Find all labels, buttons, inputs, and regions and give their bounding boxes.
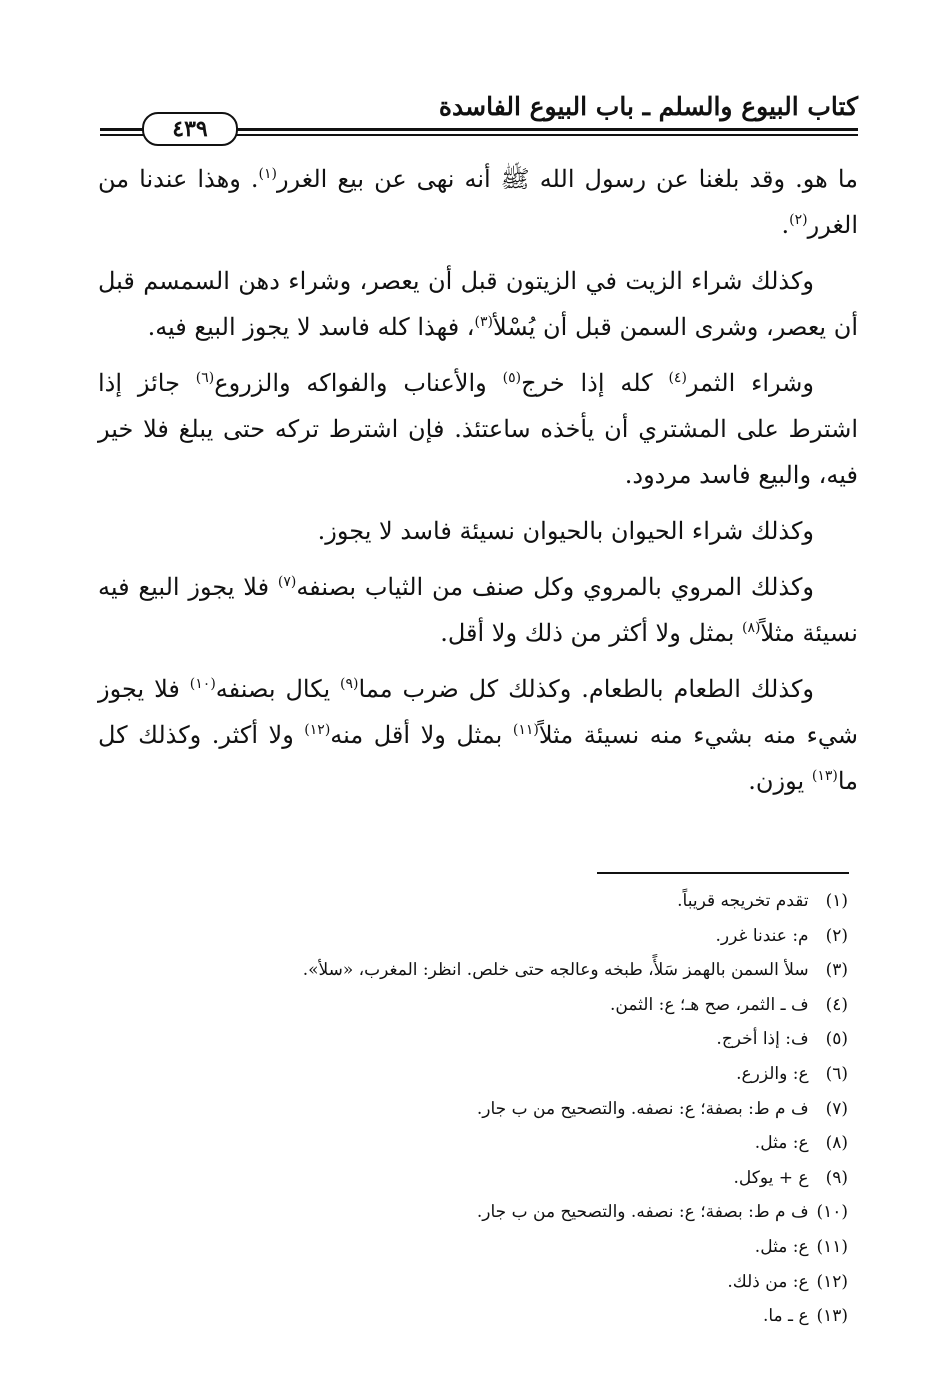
footnote (88, 953, 848, 988)
footnote-separator (597, 872, 849, 874)
text: ، فهذا كله فاسد لا يجوز البيع فيه. (147, 313, 475, 341)
footnote-ref: (١) (258, 166, 277, 182)
footnote-ref: (١١) (512, 722, 539, 738)
footnote-ref: (٨) (742, 620, 761, 636)
paragraph-6 (98, 666, 858, 804)
footnote (88, 1265, 848, 1300)
footnote-text: ع: والزرع. (736, 1063, 809, 1084)
paragraph-1 (98, 156, 858, 248)
footnote-ref: (٦) (195, 370, 215, 386)
footnote (88, 919, 848, 954)
page-number: ٤٣٩ (142, 112, 238, 146)
text: جائز إذا اشترط على المشتري أن يأخذه ساعتئذ. فإن اشترط تركه حتى يبلغ فلا خير فيه، والبيع فاسد مردود. (98, 369, 858, 489)
footnote-ref: (١٢) (304, 722, 331, 738)
page-header (100, 92, 858, 142)
footnote-number: (٢) (825, 925, 848, 946)
footnote (88, 1022, 848, 1057)
footnote-number: (١٢) (816, 1271, 848, 1292)
footnote-ref: (١٣) (811, 768, 838, 784)
footnote-text: ع + يوكل. (733, 1167, 809, 1188)
paragraph-5 (98, 564, 858, 656)
footnote (88, 1057, 848, 1092)
footnote-text: ف م ط: بصفة؛ ع: نصفه. والتصحيح من ب جار. (476, 1098, 809, 1119)
text: بمثل ولا أقل منه (330, 721, 513, 749)
footnote-text: ع: من ذلك. (727, 1271, 809, 1292)
paragraph-2 (98, 258, 858, 350)
text: يوزن. (748, 767, 812, 795)
footnote-text: ف: إذا أخرج. (716, 1029, 809, 1050)
footnote-text: ع: مثل. (754, 1236, 809, 1257)
footnote (88, 1092, 848, 1127)
main-text (98, 156, 858, 814)
footnote-ref: (٢) (789, 212, 808, 228)
footnote (88, 1126, 848, 1161)
footnote-number: (٦) (825, 1063, 848, 1084)
text: ما هو. وقد بلغنا عن رسول الله ﷺ أنه نهى عن بيع الغرر (276, 165, 858, 193)
footnote-number: (٤) (825, 994, 848, 1015)
footnote-number: (١١) (816, 1236, 848, 1257)
text: وكذلك شراء الحيوان بالحيوان نسيئة فاسد لا يجوز. (317, 517, 814, 545)
footnote-ref: (٧) (277, 574, 297, 590)
footnote-number: (٩) (825, 1167, 848, 1188)
text: ولا أكثر. وكذلك كل ما (98, 721, 858, 795)
text: وكذلك شراء الزيت في الزيتون قبل أن يعصر، وشراء دهن السمسم قبل أن يعصر، وشرى السمن قبل أن يُسْلأ (98, 267, 858, 341)
footnote-ref: (٣) (474, 314, 494, 330)
footnote (88, 1230, 848, 1265)
footnote-text: م: عندنا غرر. (715, 925, 809, 946)
footnote-number: (٥) (825, 1029, 848, 1050)
text: والأعناب والفواكه والزروع (214, 369, 503, 397)
footnote-text: سلأ السمن بالهمز سَلأً، طبخه وعالجه حتى خلص. انظر: المغرب، «سلأ». (302, 960, 809, 981)
text: فلا يجوز البيع فيه نسيئة مثلاً (98, 573, 858, 647)
footnote-number: (٨) (825, 1133, 848, 1154)
footnote-number: (١) (825, 891, 848, 911)
footnote (88, 1195, 848, 1230)
footnote (88, 1299, 848, 1334)
text: . وهذا عندنا من الغرر (98, 165, 858, 239)
header-title: كتاب البيوع والسلم ـ باب البيوع الفاسدة (438, 92, 858, 121)
footnote (88, 988, 848, 1023)
text: وشراء الثمر (686, 369, 815, 397)
text: وكذلك الطعام بالطعام. وكذلك كل ضرب مما (358, 675, 814, 703)
footnote-text: ف م ط: بصفة؛ ع: نصفه. والتصحيح من ب جار. (476, 1202, 809, 1223)
text: وكذلك المروي بالمروي وكل صنف من الثياب بصنفه (296, 573, 814, 601)
footnote-ref: (٥) (502, 370, 522, 386)
footnote-text: تقدم تخريجه قريباً. (677, 891, 809, 911)
text: فلا يجوز شيء منه بشيء منه نسيئة مثلاً (98, 675, 858, 749)
footnote-text: ع ـ ما. (762, 1306, 809, 1327)
footnote-ref: (٤) (668, 370, 687, 386)
paragraph-3 (98, 360, 858, 498)
footnote-text: ف ـ الثمر، صح هـ؛ ع: الثمن. (610, 994, 809, 1015)
footnote-number: (١٣) (816, 1306, 848, 1327)
footnote (88, 1161, 848, 1196)
footnote (88, 884, 848, 919)
footnote-ref: (١٠) (189, 676, 216, 692)
footnotes-list (88, 884, 848, 1334)
text: يكال بصنفه (215, 675, 341, 703)
paragraph-4 (98, 508, 858, 554)
text: بمثل ولا أكثر من ذلك ولا أقل. (440, 619, 743, 647)
footnote-number: (١٠) (816, 1202, 848, 1223)
footnote-number: (٣) (825, 960, 848, 981)
footnote-ref: (٩) (340, 676, 359, 692)
footnote-number: (٧) (825, 1098, 848, 1119)
text: كله إذا خرج (521, 369, 669, 397)
footnote-text: ع: مثل. (754, 1133, 809, 1154)
text: . (781, 211, 790, 239)
